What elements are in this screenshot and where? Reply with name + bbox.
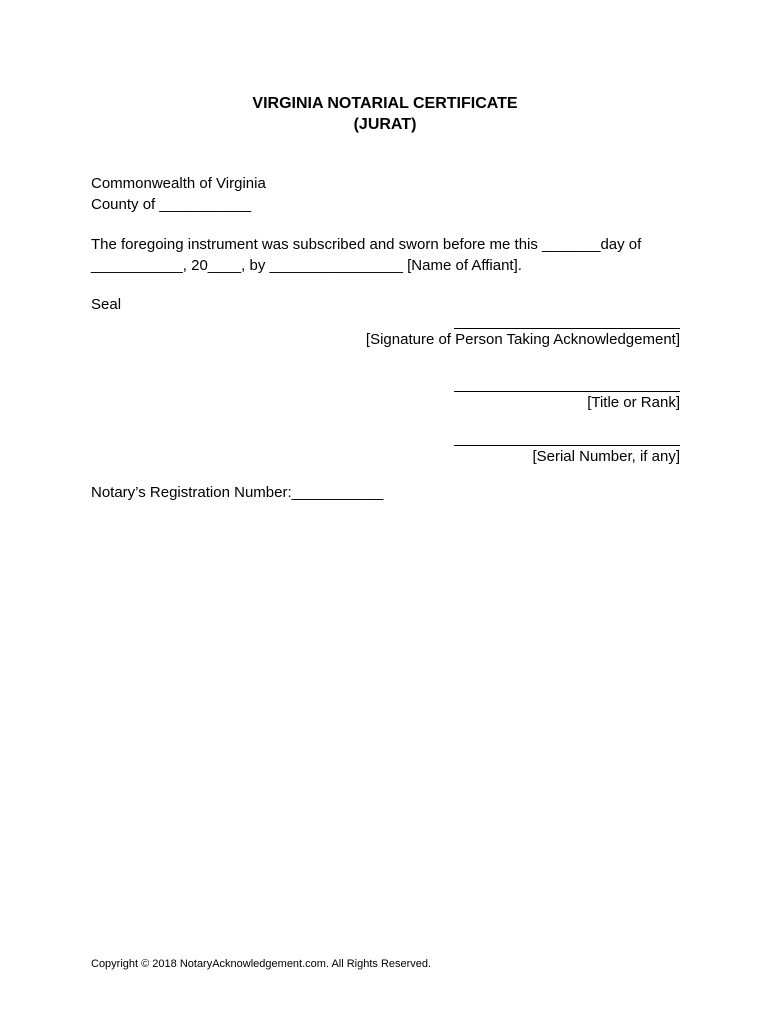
venue-state: Commonwealth of Virginia (91, 175, 266, 192)
signature-line (454, 328, 680, 329)
jurat-body-line-2: ___________, 20____, by ________________ [Name of Affiant]. (91, 257, 522, 274)
title-rank-line (454, 391, 680, 392)
document-title: VIRGINIA NOTARIAL CERTIFICATE (252, 95, 518, 112)
title-rank-label: [Title or Rank] (587, 394, 680, 411)
venue-county: County of ___________ (91, 196, 252, 213)
serial-number-label: [Serial Number, if any] (532, 448, 680, 465)
seal-label: Seal (91, 296, 122, 313)
footer-copyright: Copyright © 2018 NotaryAcknowledgement.com. All Rights Reserved. (91, 958, 432, 970)
jurat-body-line-1: The foregoing instrument was subscribed and sworn before me this _______day of (91, 236, 642, 253)
document-subtitle: (JURAT) (353, 116, 417, 133)
signature-label: [Signature of Person Taking Acknowledgement] (365, 331, 680, 348)
serial-number-line (454, 445, 680, 446)
registration-number-line: Notary’s Registration Number:___________ (91, 484, 384, 501)
